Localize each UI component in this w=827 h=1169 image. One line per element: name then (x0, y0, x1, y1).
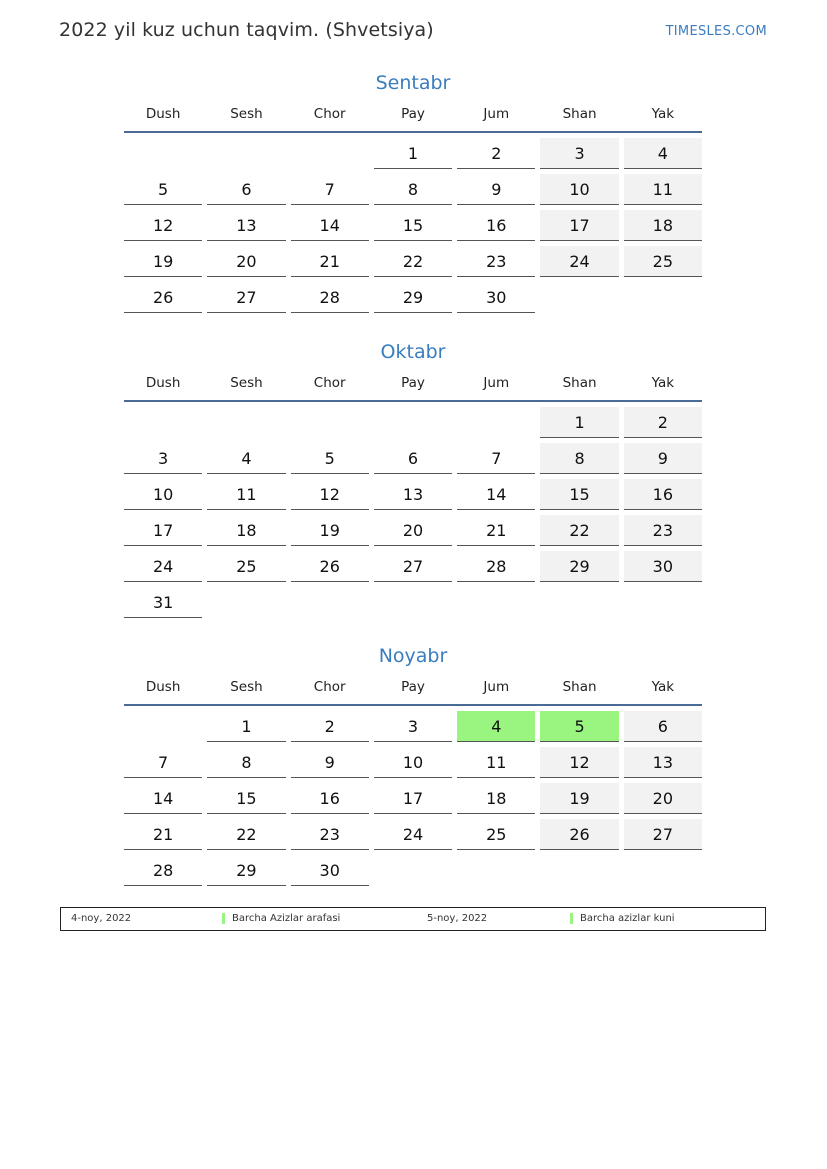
weekday-thu: Pay (401, 106, 425, 122)
day-cell: 7 (124, 747, 202, 778)
day-cell: 30 (457, 282, 535, 313)
day-cell: 17 (124, 515, 202, 546)
weekday-header (124, 670, 702, 706)
weekday-tue: Sesh (230, 679, 263, 695)
day-cell: 15 (374, 210, 452, 241)
day-cell: 24 (540, 246, 618, 277)
day-cell: 2 (457, 138, 535, 169)
day-cell: 20 (374, 515, 452, 546)
day-cell: 15 (540, 479, 618, 510)
empty-day-cell (624, 855, 702, 886)
weekday-sat: Shan (562, 375, 597, 391)
day-cell: 11 (624, 174, 702, 205)
day-grid (124, 706, 702, 891)
empty-day-cell (207, 587, 285, 618)
day-cell: 22 (540, 515, 618, 546)
empty-day-cell (374, 855, 452, 886)
month-title: Noyabr (378, 645, 448, 667)
day-cell: 14 (291, 210, 369, 241)
day-cell: 21 (457, 515, 535, 546)
day-cell: 18 (457, 783, 535, 814)
day-cell: 21 (291, 246, 369, 277)
day-cell: 3 (374, 711, 452, 742)
empty-day-cell (207, 138, 285, 169)
day-cell: 12 (540, 747, 618, 778)
page-title: 2022 yil kuz uchun taqvim. (Shvetsiya) (59, 19, 434, 41)
day-cell: 8 (540, 443, 618, 474)
day-cell: 2 (291, 711, 369, 742)
day-cell: 19 (291, 515, 369, 546)
day-cell: 27 (374, 551, 452, 582)
day-cell: 20 (207, 246, 285, 277)
weekday-wed: Chor (313, 106, 346, 122)
legend-holiday-name: Barcha Azizlar arafasi (222, 913, 340, 924)
holiday-day-cell: 5 (540, 711, 618, 742)
day-cell: 23 (457, 246, 535, 277)
weekday-fri: Jum (483, 679, 510, 695)
day-cell: 27 (207, 282, 285, 313)
empty-day-cell (540, 587, 618, 618)
day-cell: 28 (457, 551, 535, 582)
empty-day-cell (291, 138, 369, 169)
month-october (124, 338, 702, 623)
legend-holiday-name: Barcha azizlar kuni (570, 913, 675, 924)
empty-day-cell (291, 407, 369, 438)
day-cell: 16 (624, 479, 702, 510)
empty-day-cell (457, 407, 535, 438)
empty-day-cell (457, 855, 535, 886)
day-cell: 8 (374, 174, 452, 205)
day-cell: 26 (291, 551, 369, 582)
day-cell: 13 (374, 479, 452, 510)
day-cell: 22 (207, 819, 285, 850)
day-cell: 11 (207, 479, 285, 510)
day-cell: 28 (291, 282, 369, 313)
empty-day-cell (124, 711, 202, 742)
day-cell: 9 (624, 443, 702, 474)
empty-day-cell (457, 587, 535, 618)
day-cell: 3 (124, 443, 202, 474)
day-cell: 27 (624, 819, 702, 850)
day-cell: 19 (124, 246, 202, 277)
day-cell: 19 (540, 783, 618, 814)
day-cell: 3 (540, 138, 618, 169)
empty-day-cell (124, 138, 202, 169)
day-cell: 8 (207, 747, 285, 778)
day-cell: 9 (457, 174, 535, 205)
empty-day-cell (540, 855, 618, 886)
day-cell: 9 (291, 747, 369, 778)
day-grid (124, 133, 702, 318)
day-cell: 1 (374, 138, 452, 169)
empty-day-cell (207, 407, 285, 438)
day-cell: 30 (624, 551, 702, 582)
weekday-tue: Sesh (230, 375, 263, 391)
day-cell: 29 (540, 551, 618, 582)
day-cell: 1 (540, 407, 618, 438)
day-cell: 11 (457, 747, 535, 778)
weekday-fri: Jum (483, 375, 510, 391)
day-cell: 6 (207, 174, 285, 205)
day-cell: 24 (124, 551, 202, 582)
day-cell: 5 (291, 443, 369, 474)
empty-day-cell (124, 407, 202, 438)
day-cell: 29 (207, 855, 285, 886)
day-cell: 25 (207, 551, 285, 582)
month-september (124, 69, 702, 318)
day-cell: 10 (540, 174, 618, 205)
empty-day-cell (624, 587, 702, 618)
day-cell: 23 (291, 819, 369, 850)
day-cell: 10 (374, 747, 452, 778)
day-cell: 10 (124, 479, 202, 510)
weekday-sat: Shan (562, 679, 597, 695)
day-cell: 13 (624, 747, 702, 778)
day-cell: 18 (624, 210, 702, 241)
day-cell: 14 (124, 783, 202, 814)
day-cell: 31 (124, 587, 202, 618)
weekday-mon: Dush (145, 106, 181, 122)
day-cell: 6 (374, 443, 452, 474)
empty-day-cell (374, 587, 452, 618)
legend-date: 4-noy, 2022 (71, 913, 132, 924)
day-cell: 14 (457, 479, 535, 510)
holiday-day-cell: 4 (457, 711, 535, 742)
weekday-mon: Dush (145, 679, 181, 695)
day-cell: 23 (624, 515, 702, 546)
weekday-thu: Pay (401, 679, 425, 695)
day-cell: 16 (457, 210, 535, 241)
day-cell: 4 (207, 443, 285, 474)
weekday-sun: Yak (651, 679, 675, 695)
day-cell: 29 (374, 282, 452, 313)
day-cell: 2 (624, 407, 702, 438)
day-cell: 18 (207, 515, 285, 546)
day-grid (124, 402, 702, 623)
weekday-wed: Chor (313, 375, 346, 391)
weekday-fri: Jum (483, 106, 510, 122)
day-cell: 16 (291, 783, 369, 814)
day-cell: 6 (624, 711, 702, 742)
empty-day-cell (291, 587, 369, 618)
weekday-wed: Chor (313, 679, 346, 695)
day-cell: 4 (624, 138, 702, 169)
day-cell: 24 (374, 819, 452, 850)
holiday-legend (60, 907, 766, 931)
brand-link[interactable]: TIMESLES.COM (665, 24, 767, 39)
day-cell: 25 (457, 819, 535, 850)
day-cell: 7 (457, 443, 535, 474)
month-title: Oktabr (380, 341, 446, 363)
legend-date: 5-noy, 2022 (427, 913, 488, 924)
day-cell: 28 (124, 855, 202, 886)
month-title: Sentabr (375, 72, 451, 94)
empty-day-cell (374, 407, 452, 438)
day-cell: 7 (291, 174, 369, 205)
day-cell: 21 (124, 819, 202, 850)
empty-day-cell (540, 282, 618, 313)
weekday-thu: Pay (401, 375, 425, 391)
day-cell: 17 (540, 210, 618, 241)
weekday-header (124, 366, 702, 402)
weekday-sun: Yak (651, 375, 675, 391)
day-cell: 20 (624, 783, 702, 814)
day-cell: 5 (124, 174, 202, 205)
day-cell: 15 (207, 783, 285, 814)
day-cell: 30 (291, 855, 369, 886)
weekday-sat: Shan (562, 106, 597, 122)
day-cell: 1 (207, 711, 285, 742)
day-cell: 26 (540, 819, 618, 850)
month-november (124, 642, 702, 891)
day-cell: 22 (374, 246, 452, 277)
empty-day-cell (624, 282, 702, 313)
weekday-mon: Dush (145, 375, 181, 391)
day-cell: 25 (624, 246, 702, 277)
day-cell: 26 (124, 282, 202, 313)
day-cell: 12 (291, 479, 369, 510)
day-cell: 12 (124, 210, 202, 241)
weekday-header (124, 97, 702, 133)
day-cell: 17 (374, 783, 452, 814)
weekday-sun: Yak (651, 106, 675, 122)
weekday-tue: Sesh (230, 106, 263, 122)
day-cell: 13 (207, 210, 285, 241)
